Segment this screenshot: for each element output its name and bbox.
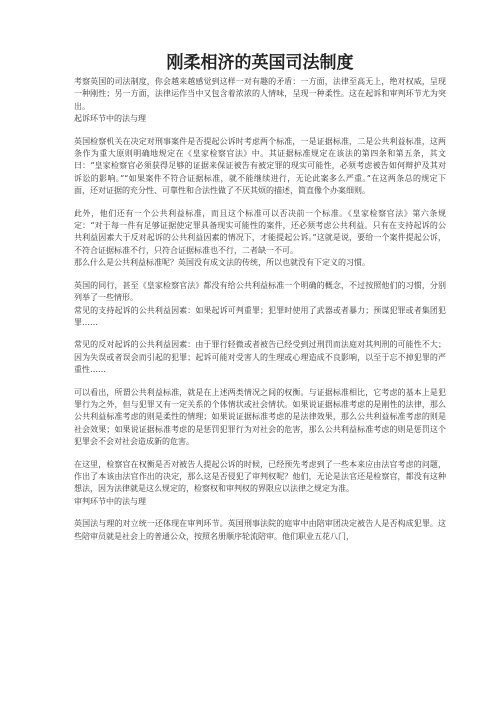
paragraph-balance: 可以看出，所谓公共利益标准，就是在上述两类情况之间的权衡。与证据标准相比，它考虑的基本上是犯罪行为之外，但与犯罪又有一定关系的个体情状或社会情状。如果说证据标准考虑的是刚性的法律，那么公共利益标准考虑的则是柔性的情理；如果说证据标准考虑的是法律效果，那么公共利益标准考虑的则是社会效果；如果说证据标准考虑的是惩罚犯罪行为对社会的危害，那么公共利益标准考虑的则是惩罚这个犯罪会不会对社会造成新的危害。 xyxy=(74,387,446,447)
paragraph-gap xyxy=(74,126,446,136)
paragraph-trial-jury: 英国法与理的对立统一还体现在审判环节。英国刑事法院的庭审中由陪审团决定被告人是否构成犯罪。这些陪审员就是社会上的普通公众，按照名册顺序轮流陪审。他们职业五花八门， xyxy=(74,519,446,541)
paragraph-supporting-factors: 常见的支持起诉的公共利益因素：如果起诉可判重罪；犯罪时使用了武器或者暴力；预谋犯罪或者集团犯罪…… xyxy=(74,305,446,327)
paragraph-gap xyxy=(74,508,446,518)
paragraph-no-definition: 英国的同行，甚至《皇家检察官法》都没有给公共利益标准一个明确的概念，不过按照他们的习惯，分别列举了一些情形。 xyxy=(74,280,446,303)
section-heading-prosecution: 起诉环节中的法与理 xyxy=(74,114,146,124)
paragraph-intro: 考察英国的司法制度，你会越来越感觉到这样一对有趣的矛盾：一方面，法律至高无上，绝对权威，呈现一种刚性；另一方面，法律运作当中又包含着浓浓的人情味，呈现一种柔性。这在起诉和审判环节尤为突出。 xyxy=(74,77,446,111)
paragraph-opposing-factors: 常见的反对起诉的公共利益因素：由于罪行轻微或者被告已经受到过刑罚而法庭对其判刑的可能性不大；因为失误或者误会而引起的犯罪；起诉可能对受害人的生理或心理造成不良影响，以至于忘不掉犯罪的严重性…… xyxy=(74,340,446,375)
document-page xyxy=(74,52,446,543)
section-heading-trial: 审判环节中的法与理 xyxy=(74,496,146,506)
paragraph-prosecutor-discretion: 在这里，检察官在权衡是否对被告人提起公诉的时候，已经预先考虑到了一些本来应由法官考虑的问题，作出了本该由法官作出的决定，那么这是否侵犯了审判权呢？他们，无论是法官还是检察官，都没有这种想法，因为法律就是这么规定的，检察权和审判权的界限应以法律之规定为准。 xyxy=(74,459,446,494)
paragraph-gap xyxy=(74,329,446,339)
paragraph-gap xyxy=(74,198,446,208)
paragraph-gap xyxy=(74,449,446,459)
paragraph-gap xyxy=(74,270,446,280)
paragraph-public-interest: 此外，他们还有一个公共利益标准，而且这个标准可以否决前一个标准。《皇家检察官法》第六条规定：“对于每一件有足够证据使定罪具备现实可能性的案件，还必须考虑公共利益。只有在支持起诉的公共利益因素大于反对起诉的公共利益因素的情况下，才能提起公诉。”这就是说，要给一个案件提起公诉，不符合证据标准不行，只符合证据标准也不行，二者缺一不可。 xyxy=(74,208,446,255)
paragraph-evidence-standard: 英国检察机关在决定对刑事案件是否提起公诉时考虑两个标准，一是证据标准，二是公共利益标准，这两条作为重大原则明确地规定在《皇家检察官法》中。其证据标准规定在该法的第四条和第五条，其文曰：“皇家检察官必须获得足够的证据来保证被告有被定罪的现实可能性，必须考虑被告如何辩护及其对诉讼的影响。”“如果案件不符合证据标准，就不能继续进行，无论此案多么严重。”在这两条总的规定下面，还对证据的充分性、可靠性和合法性做了不厌其烦的描述，简直像个办案细则。 xyxy=(74,136,446,196)
document-title: 刚柔相济的英国司法制度 xyxy=(166,53,354,73)
paragraph-gap xyxy=(74,377,446,387)
paragraph-public-interest-question: 那么什么是公共利益标准呢？英国没有成文法的传统，所以也就没有下定义的习惯。 xyxy=(74,258,370,268)
